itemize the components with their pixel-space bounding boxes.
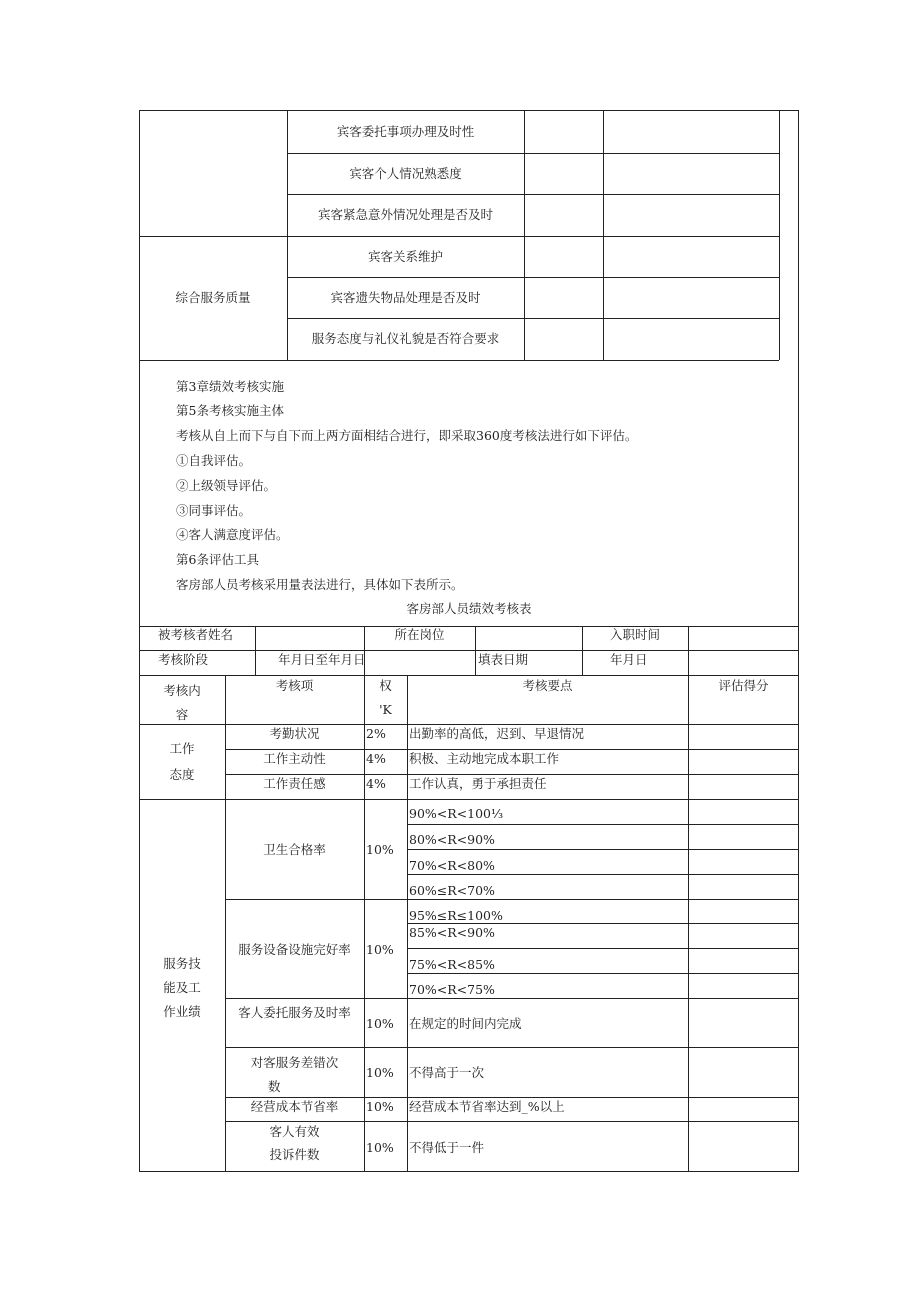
chapter-title: 第3章绩效考核实施 — [176, 379, 284, 394]
equipment-point: 75%<R<85% — [409, 957, 495, 972]
cost-weight: 10% — [366, 1099, 394, 1114]
skills-label-c: 作业绩 — [163, 1004, 201, 1019]
period-label: 考核阶段 — [158, 652, 209, 667]
cost-item: 经营成本节省率 — [250, 1099, 339, 1114]
col-weight-a: 权 — [379, 678, 392, 693]
complaints-item-a: 客人有效 — [269, 1124, 320, 1139]
list-item: ②上级领导评估。 — [176, 478, 277, 493]
description-paragraph: 客房部人员考核采用量表法进行，具体如下表所示。 — [176, 577, 464, 592]
hygiene-point: 60%≤R<70% — [409, 883, 495, 898]
table-row-weight: 2% — [366, 726, 386, 741]
equipment-point: 70%<R<75% — [409, 982, 495, 997]
entrust-weight: 10% — [366, 1016, 394, 1031]
errors-item-b: 数 — [268, 1079, 281, 1094]
list-item: ④客人满意度评估。 — [176, 527, 289, 542]
entrust-item: 客人委托服务及时率 — [238, 1005, 351, 1020]
top-item-5: 宾客遗失物品处理是否及时 — [330, 290, 481, 305]
period-value: 年月日至年月日 — [278, 652, 366, 667]
complaints-item-b: 投诉件数 — [269, 1147, 320, 1162]
errors-weight: 10% — [366, 1065, 394, 1080]
attitude-label-b: 态度 — [169, 767, 195, 782]
cost-point: 经营成本节省率达到_%以上 — [409, 1099, 565, 1114]
skills-label-b: 能及工 — [163, 980, 201, 995]
name-label: 被考核者姓名 — [158, 627, 234, 642]
complaints-weight: 10% — [366, 1140, 394, 1155]
table-row-item: 工作主动性 — [263, 751, 326, 766]
col-item: 考核项 — [275, 678, 314, 693]
top-item-6: 服务态度与礼仪礼貌是否符合要求 — [311, 331, 500, 346]
skills-label-a: 服务技 — [163, 956, 201, 971]
article-5-heading: 第5条考核实施主体 — [176, 403, 284, 418]
hygiene-point: 70%<R<80% — [409, 858, 495, 873]
article-6-heading: 第6条评估工具 — [176, 552, 259, 567]
table-row-point: 出勤率的高低，迟到、早退情况 — [409, 726, 585, 741]
hygiene-weight: 10% — [366, 842, 394, 857]
table-title: 客房部人员绩效考核表 — [406, 601, 532, 616]
list-item: ③同事评估。 — [176, 503, 252, 518]
complaints-point: 不得低于一件 — [409, 1140, 485, 1155]
table-row-point: 工作认真，勇于承担责任 — [409, 776, 547, 791]
col-content-a: 考核内 — [163, 683, 201, 698]
fill-date-label: 填表日期 — [478, 652, 529, 667]
list-item: ①自我评估。 — [176, 453, 252, 468]
errors-item-a: 对客服务差错次 — [250, 1055, 339, 1070]
table-row-point: 积极、主动地完成本职工作 — [409, 751, 560, 766]
table-row-weight: 4% — [366, 751, 386, 766]
top-item-4: 宾客关系维护 — [367, 249, 443, 264]
errors-point: 不得高于一次 — [409, 1065, 485, 1080]
table-row-item: 考勤状况 — [269, 726, 320, 741]
table-row-item: 工作责任感 — [263, 776, 326, 791]
entrust-point: 在规定的时间内完成 — [409, 1016, 522, 1031]
intro-paragraph: 考核从自上而下与自下而上两方面相结合进行，即采取360度考核法进行如下评估。 — [176, 428, 638, 443]
group-label-service-quality: 综合服务质量 — [175, 290, 251, 305]
top-item-3: 宾客紧急意外情况处理是否及时 — [317, 207, 493, 222]
equipment-weight: 10% — [366, 942, 394, 957]
table-row-weight: 4% — [366, 776, 386, 791]
top-item-1: 宾客委托事项办理及时性 — [336, 124, 475, 139]
position-label: 所在岗位 — [394, 627, 445, 642]
attitude-label-a: 工作 — [169, 741, 195, 756]
entry-time-label: 入职时间 — [609, 627, 660, 642]
equipment-point: 95%≤R≤100% — [409, 908, 503, 923]
col-content-b: 容 — [175, 707, 189, 722]
fill-date-value: 年月日 — [610, 652, 648, 667]
top-item-2: 宾客个人情况熟悉度 — [349, 166, 462, 181]
col-weight-b: 'K — [379, 702, 392, 717]
hygiene-item: 卫生合格率 — [263, 842, 326, 857]
equipment-point: 85%<R<90% — [409, 925, 495, 940]
hygiene-point: 80%<R<90% — [409, 832, 495, 847]
col-points: 考核要点 — [522, 678, 573, 693]
col-score: 评估得分 — [718, 678, 769, 693]
equipment-item: 服务设备设施完好率 — [238, 942, 351, 957]
hygiene-point: 90%<R<100⅓ — [409, 806, 504, 821]
